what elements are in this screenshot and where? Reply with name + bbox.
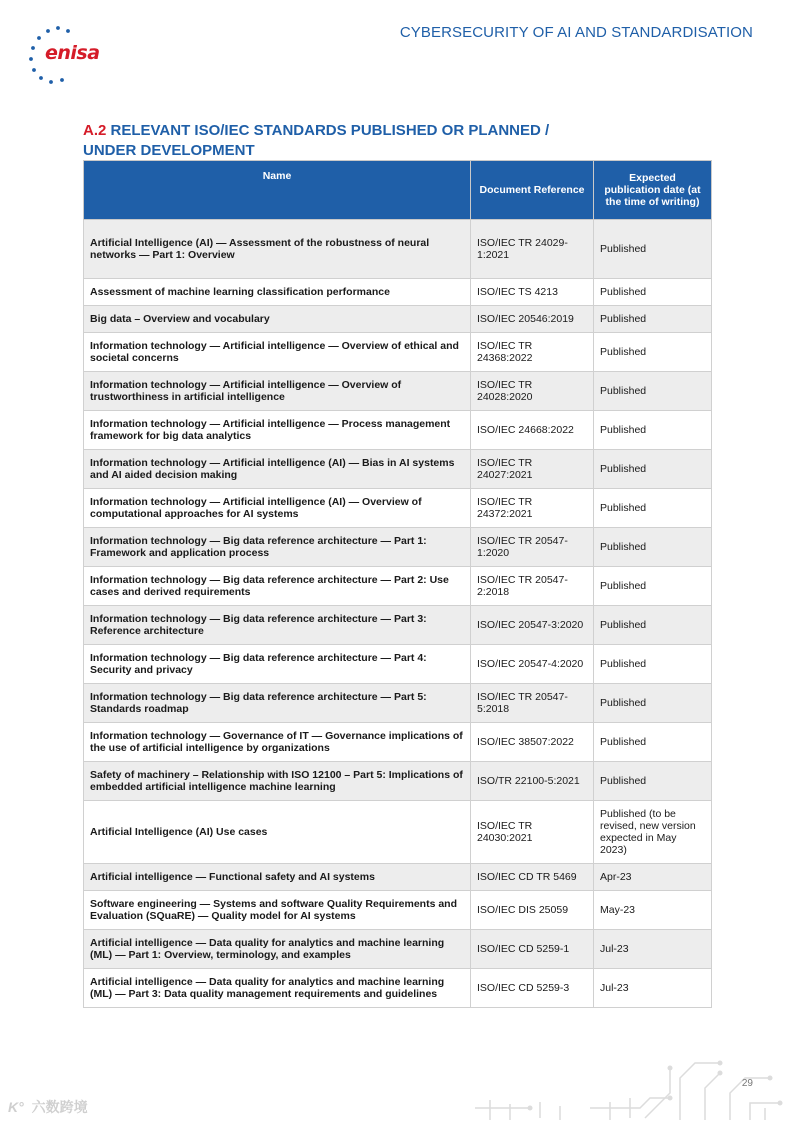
standard-name-cell: Information technology — Artificial intelligence — Process management framework for big data analytics	[84, 411, 471, 450]
standard-name-cell: Information technology — Big data reference architecture — Part 3: Reference architecture	[84, 606, 471, 645]
standard-name-cell: Information technology — Artificial intelligence — Overview of ethical and societal concerns	[84, 333, 471, 372]
table-row	[84, 372, 712, 411]
watermark	[8, 1097, 88, 1117]
table-row	[84, 606, 712, 645]
standard-name-cell: Information technology — Artificial intelligence — Overview of trustworthiness in artificial intelligence	[84, 372, 471, 411]
publication-date-cell: Published	[594, 220, 712, 279]
watermark-text: 六数跨境	[31, 1099, 88, 1115]
column-header-name: Name	[84, 161, 471, 220]
document-reference-cell: ISO/IEC TR 24030:2021	[471, 801, 594, 864]
standard-name-cell: Artificial intelligence — Functional safety and AI systems	[84, 864, 471, 891]
table-row	[84, 801, 712, 864]
table-row	[84, 333, 712, 372]
document-reference-cell: ISO/IEC 24668:2022	[471, 411, 594, 450]
publication-date-cell: Jul-23	[594, 930, 712, 969]
publication-date-cell: Apr-23	[594, 864, 712, 891]
standard-name-cell: Information technology — Big data reference architecture — Part 5: Standards roadmap	[84, 684, 471, 723]
standard-name-cell: Information technology — Artificial intelligence (AI) — Overview of computational approaches for AI systems	[84, 489, 471, 528]
standard-name-cell: Artificial intelligence — Data quality for analytics and machine learning (ML) — Part 3: Data quality management requirements and guidelines	[84, 969, 471, 1008]
table-row	[84, 279, 712, 306]
table-body	[84, 220, 712, 1008]
publication-date-cell: Published	[594, 567, 712, 606]
page-number: 29	[741, 1078, 753, 1089]
document-reference-cell: ISO/IEC 20547-4:2020	[471, 645, 594, 684]
standard-name-cell: Software engineering — Systems and software Quality Requirements and Evaluation (SQuaRE) — Quality model for AI systems	[84, 891, 471, 930]
circuit-decoration	[470, 1058, 793, 1122]
table-row	[84, 645, 712, 684]
standard-name-cell: Artificial Intelligence (AI) — Assessment of the robustness of neural networks — Part 1: Overview	[84, 220, 471, 279]
document-reference-cell: ISO/IEC TS 4213	[471, 279, 594, 306]
running-title: CYBERSECURITY OF AI AND STANDARDISATION	[399, 24, 753, 41]
table-row	[84, 450, 712, 489]
table-row	[84, 306, 712, 333]
table-header-row	[84, 161, 712, 220]
document-reference-cell: ISO/IEC 20547-3:2020	[471, 606, 594, 645]
section-heading: RELEVANT ISO/IEC STANDARDS PUBLISHED OR PLANNED / UNDER DEVELOPMENT	[83, 122, 550, 159]
table-row	[84, 684, 712, 723]
table-row	[84, 969, 712, 1008]
standard-name-cell: Assessment of machine learning classification performance	[84, 279, 471, 306]
publication-date-cell: Published	[594, 450, 712, 489]
table-row	[84, 220, 712, 279]
publication-date-cell: Published	[594, 684, 712, 723]
document-reference-cell: ISO/TR 22100-5:2021	[471, 762, 594, 801]
document-reference-cell: ISO/IEC TR 20547-5:2018	[471, 684, 594, 723]
standard-name-cell: Information technology — Artificial intelligence (AI) — Bias in AI systems and AI aided decision making	[84, 450, 471, 489]
table-row	[84, 762, 712, 801]
publication-date-cell: Published	[594, 645, 712, 684]
standard-name-cell: Information technology — Big data reference architecture — Part 4: Security and privacy	[84, 645, 471, 684]
table-row	[84, 489, 712, 528]
table-row	[84, 567, 712, 606]
document-reference-cell: ISO/IEC DIS 25059	[471, 891, 594, 930]
standard-name-cell: Information technology — Governance of IT — Governance implications of the use of artificial intelligence by organizations	[84, 723, 471, 762]
publication-date-cell: Published	[594, 279, 712, 306]
publication-date-cell: May-23	[594, 891, 712, 930]
document-reference-cell: ISO/IEC TR 20547-2:2018	[471, 567, 594, 606]
publication-date-cell: Jul-23	[594, 969, 712, 1008]
table-row	[84, 864, 712, 891]
standards-table	[83, 160, 712, 1008]
standard-name-cell: Artificial intelligence — Data quality for analytics and machine learning (ML) — Part 1: Overview, terminology, and examples	[84, 930, 471, 969]
document-reference-cell: ISO/IEC 20546:2019	[471, 306, 594, 333]
document-reference-cell: ISO/IEC TR 24029-1:2021	[471, 220, 594, 279]
enisa-logo-text: enisa	[45, 42, 100, 64]
section-title	[83, 121, 583, 161]
table-row	[84, 930, 712, 969]
publication-date-cell: Published	[594, 606, 712, 645]
publication-date-cell: Published	[594, 372, 712, 411]
document-reference-cell: ISO/IEC TR 20547-1:2020	[471, 528, 594, 567]
publication-date-cell: Published	[594, 528, 712, 567]
document-reference-cell: ISO/IEC TR 24368:2022	[471, 333, 594, 372]
publication-date-cell: Published	[594, 723, 712, 762]
table-row	[84, 411, 712, 450]
publication-date-cell: Published	[594, 333, 712, 372]
document-reference-cell: ISO/IEC 38507:2022	[471, 723, 594, 762]
table-row	[84, 723, 712, 762]
section-number: A.2	[83, 122, 107, 139]
document-reference-cell: ISO/IEC TR 24027:2021	[471, 450, 594, 489]
publication-date-cell: Published	[594, 411, 712, 450]
document-reference-cell: ISO/IEC TR 24372:2021	[471, 489, 594, 528]
standard-name-cell: Information technology — Big data reference architecture — Part 2: Use cases and derived requirements	[84, 567, 471, 606]
standard-name-cell: Big data – Overview and vocabulary	[84, 306, 471, 333]
watermark-logo: K°	[8, 1099, 24, 1115]
column-header-reference: Document Reference	[471, 161, 594, 220]
column-header-date: Expected publication date (at the time of writing)	[594, 161, 712, 220]
publication-date-cell: Published	[594, 489, 712, 528]
document-reference-cell: ISO/IEC CD 5259-1	[471, 930, 594, 969]
publication-date-cell: Published (to be revised, new version expected in May 2023)	[594, 801, 712, 864]
publication-date-cell: Published	[594, 762, 712, 801]
document-reference-cell: ISO/IEC CD 5259-3	[471, 969, 594, 1008]
publication-date-cell: Published	[594, 306, 712, 333]
document-reference-cell: ISO/IEC CD TR 5469	[471, 864, 594, 891]
standard-name-cell: Artificial Intelligence (AI) Use cases	[84, 801, 471, 864]
standard-name-cell: Safety of machinery – Relationship with ISO 12100 – Part 5: Implications of embedded artificial intelligence machine learning	[84, 762, 471, 801]
document-reference-cell: ISO/IEC TR 24028:2020	[471, 372, 594, 411]
table-row	[84, 891, 712, 930]
table-row	[84, 528, 712, 567]
standard-name-cell: Information technology — Big data reference architecture — Part 1: Framework and application process	[84, 528, 471, 567]
